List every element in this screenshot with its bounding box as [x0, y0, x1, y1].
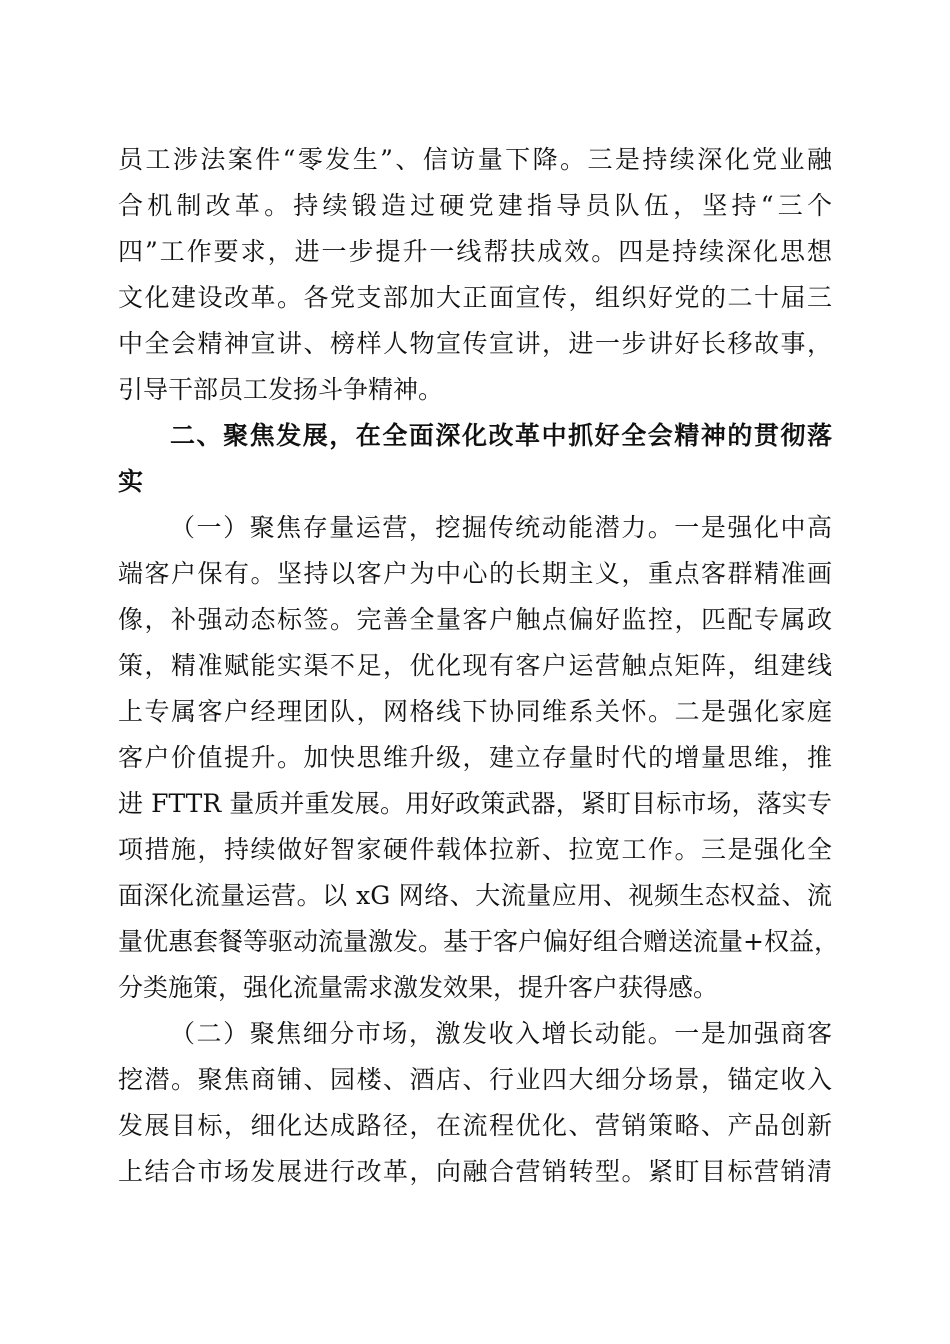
- paragraph-line: 挖潜。聚焦商铺、园楼、酒店、行业四大细分场景，锚定收入: [118, 1065, 832, 1094]
- subsection-line: （一）聚焦存量运营，挖掘传统动能潜力。一是强化中高: [170, 513, 832, 542]
- paragraph-line: 分类施策，强化流量需求激发效果，提升客户获得感。: [118, 973, 719, 1002]
- paragraph-line: 中全会精神宣讲、榜样人物宣传宣讲，进一步讲好长移故事，: [118, 329, 832, 358]
- paragraph-line: 进 FTTR 量质并重发展。用好政策武器，紧盯目标市场，落实专: [118, 789, 832, 818]
- section-heading-continued: 实: [118, 467, 144, 496]
- section-heading: 二、聚焦发展，在全面深化改革中抓好全会精神的贯彻落: [170, 421, 832, 450]
- paragraph-line: 面深化流量运营。以 xG 网络、大流量应用、视频生态权益、流: [118, 881, 832, 910]
- paragraph-line: 合机制改革。持续锻造过硬党建指导员队伍，坚持“三个: [118, 191, 832, 220]
- paragraph-line: 文化建设改革。各党支部加大正面宣传，组织好党的二十届三: [118, 283, 832, 312]
- paragraph-line: 员工涉法案件“零发生”、信访量下降。三是持续深化党业融: [118, 145, 832, 174]
- paragraph-line: 引导干部员工发扬斗争精神。: [118, 375, 444, 404]
- paragraph-line: 项措施，持续做好智家硬件载体拉新、拉宽工作。三是强化全: [118, 835, 832, 864]
- paragraph-line: 上专属客户经理团队，网格线下协同维系关怀。二是强化家庭: [118, 697, 832, 726]
- paragraph-line: 客户价值提升。加快思维升级，建立存量时代的增量思维，推: [118, 743, 832, 772]
- paragraph-line: 四”工作要求，进一步提升一线帮扶成效。四是持续深化思想: [118, 237, 832, 266]
- paragraph-line: 端客户保有。坚持以客户为中心的长期主义，重点客群精准画: [118, 559, 832, 588]
- paragraph-line: 量优惠套餐等驱动流量激发。基于客户偏好组合赠送流量+权益，: [118, 927, 839, 956]
- paragraph-line: 策，精准赋能实渠不足，优化现有客户运营触点矩阵，组建线: [118, 651, 832, 680]
- subsection-line: （二）聚焦细分市场，激发收入增长动能。一是加强商客: [170, 1019, 832, 1048]
- paragraph-line: 上结合市场发展进行改革，向融合营销转型。紧盯目标营销清: [118, 1157, 832, 1186]
- paragraph-line: 发展目标，细化达成路径，在流程优化、营销策略、产品创新: [118, 1111, 832, 1140]
- paragraph-line: 像，补强动态标签。完善全量客户触点偏好监控，匹配专属政: [118, 605, 832, 634]
